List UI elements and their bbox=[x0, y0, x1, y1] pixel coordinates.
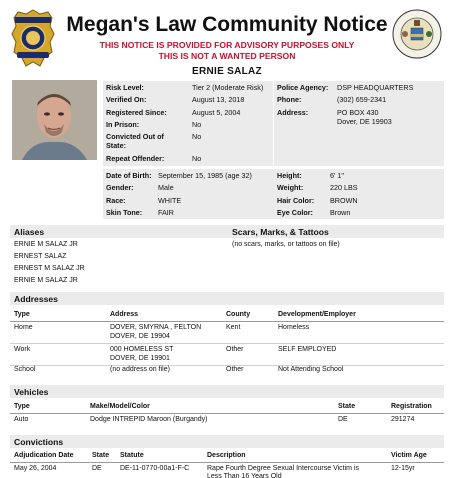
addresses-heading-bar bbox=[10, 292, 444, 305]
vehicles-col-type: Type bbox=[14, 403, 30, 410]
convicted-out-of-state-label-line2: State: bbox=[106, 141, 126, 150]
address-row-line2: DOVER, DE 19901 bbox=[110, 355, 170, 362]
addresses-col-county: County bbox=[226, 311, 251, 318]
in-prison-value: No bbox=[192, 120, 202, 129]
race-value: WHITE bbox=[158, 196, 182, 205]
repeat-offender-label: Repeat Offender: bbox=[106, 154, 165, 163]
alias-item: ERNEST M SALAZ JR bbox=[14, 265, 85, 272]
verified-on-label: Verified On: bbox=[106, 95, 147, 104]
skin-tone-value: FAIR bbox=[158, 208, 174, 217]
phone-label: Phone: bbox=[277, 95, 302, 104]
alias-item: ERNIE M SALAZ JR bbox=[14, 241, 78, 248]
conviction-row-state: DE bbox=[92, 465, 102, 472]
risk-level-label: Risk Level: bbox=[106, 83, 144, 92]
address-row-employer: Homeless bbox=[278, 324, 310, 331]
weight-label: Weight: bbox=[277, 183, 304, 192]
convictions-heading-bar bbox=[10, 435, 444, 448]
offender-photo bbox=[12, 80, 97, 160]
dob-label: Date of Birth: bbox=[106, 171, 152, 180]
phone-value: (302) 659-2341 bbox=[337, 95, 387, 104]
hair-color-label: Hair Color: bbox=[277, 196, 315, 205]
address-row-line1: 000 HOMELESS ST bbox=[110, 346, 174, 353]
address-row-county: Other bbox=[226, 366, 244, 373]
address-row-county: Other bbox=[226, 346, 244, 353]
conviction-row-description-line2: Less Than 16 Years Old bbox=[207, 473, 282, 478]
aliases-heading-bar bbox=[10, 225, 444, 238]
address-row-line1: DOVER, SMYRNA , FELTON bbox=[110, 324, 202, 331]
vehicles-col-registration: Registration bbox=[391, 403, 432, 410]
risk-level-value: Tier 2 (Moderate Risk) bbox=[192, 83, 264, 92]
not-wanted-warning: THIS IS NOT A WANTED PERSON bbox=[158, 51, 296, 61]
vehicle-row-make: Dodge INTREPID Maroon (Burgandy) bbox=[90, 416, 208, 423]
vehicles-col-state: State bbox=[338, 403, 356, 410]
vehicle-row-state: DE bbox=[338, 416, 348, 423]
gender-value: Male bbox=[158, 183, 174, 192]
vehicle-row-registration: 291274 bbox=[391, 416, 415, 423]
addresses-col-type: Type bbox=[14, 311, 30, 318]
height-label: Height: bbox=[277, 171, 302, 180]
registered-since-value: August 5, 2004 bbox=[192, 108, 241, 117]
police-agency-value: DSP HEADQUARTERS bbox=[337, 83, 414, 92]
addresses-col-employer: Development/Employer bbox=[278, 311, 356, 318]
advisory-warning: THIS NOTICE IS PROVIDED FOR ADVISORY PURPOSES ONLY bbox=[99, 40, 355, 50]
conviction-row-statute: DE-11-0770-00a1-F-C bbox=[120, 465, 190, 472]
vehicles-header-divider bbox=[10, 413, 444, 414]
verified-on-value: August 13, 2018 bbox=[192, 95, 245, 104]
alias-item: ERNEST SALAZ bbox=[14, 253, 67, 260]
convictions-heading: Convictions bbox=[14, 437, 64, 447]
convictions-col-state: State bbox=[92, 452, 110, 459]
address-row-line2: DOVER, DE 19904 bbox=[110, 333, 170, 340]
addresses-header-divider bbox=[10, 321, 444, 322]
eye-color-value: Brown bbox=[330, 208, 351, 217]
height-value: 6' 1" bbox=[330, 171, 344, 180]
table-row-divider bbox=[10, 343, 444, 344]
scars-heading: Scars, Marks, & Tattoos bbox=[232, 227, 329, 237]
repeat-offender-value: No bbox=[192, 154, 202, 163]
address-row-type: Home bbox=[14, 324, 33, 331]
physical-description-panel bbox=[103, 169, 444, 219]
hair-color-value: BROWN bbox=[330, 196, 358, 205]
convictions-col-victim-age: Victim Age bbox=[391, 452, 427, 459]
scars-text: (no scars, marks, or tattoos on file) bbox=[232, 241, 340, 248]
convictions-col-statute: Statute bbox=[120, 452, 144, 459]
alias-item: ERNIE M SALAZ JR bbox=[14, 277, 78, 284]
vehicles-heading-bar bbox=[10, 385, 444, 398]
vehicle-row-type: Auto bbox=[14, 416, 29, 423]
address-row-type: School bbox=[14, 366, 36, 373]
address-row-line1: (no address on file) bbox=[110, 366, 170, 373]
gender-label: Gender: bbox=[106, 183, 134, 192]
page-title: Megan's Law Community Notice bbox=[66, 13, 388, 36]
address-line1: PO BOX 430 bbox=[337, 108, 379, 117]
race-label: Race: bbox=[106, 196, 126, 205]
addresses-heading: Addresses bbox=[14, 294, 58, 304]
conviction-row-victim-age: 12-15yr bbox=[391, 465, 415, 472]
conviction-row-date: May 26, 2004 bbox=[14, 465, 57, 472]
address-line2: Dover, DE 19903 bbox=[337, 117, 392, 126]
skin-tone-label: Skin Tone: bbox=[106, 208, 143, 217]
in-prison-label: In Prison: bbox=[106, 120, 140, 129]
convicted-out-of-state-value: No bbox=[192, 132, 202, 141]
addresses-col-address: Address bbox=[110, 311, 139, 318]
aliases-heading: Aliases bbox=[14, 227, 45, 237]
eye-color-label: Eye Color: bbox=[277, 208, 313, 217]
convicted-out-of-state-label: Convicted Out of bbox=[106, 132, 164, 141]
registered-since-label: Registered Since: bbox=[106, 108, 167, 117]
vehicles-heading: Vehicles bbox=[14, 387, 49, 397]
convictions-header-divider bbox=[10, 462, 444, 463]
convictions-col-date: Adjudication Date bbox=[14, 452, 74, 459]
address-row-employer: SELF EMPLOYED bbox=[278, 346, 337, 353]
convictions-col-description: Description bbox=[207, 452, 246, 459]
dob-value: September 15, 1985 (age 32) bbox=[158, 171, 252, 180]
police-agency-label: Police Agency: bbox=[277, 83, 329, 92]
weight-value: 220 LBS bbox=[330, 183, 358, 192]
vehicles-col-make: Make/Model/Color bbox=[90, 403, 150, 410]
person-name: ERNIE SALAZ bbox=[192, 66, 262, 77]
address-label: Address: bbox=[277, 108, 309, 117]
address-row-employer: Not Attending School bbox=[278, 366, 344, 373]
conviction-row-description: Rape Fourth Degree Sexual Intercourse Victim is bbox=[207, 465, 359, 472]
address-row-type: Work bbox=[14, 346, 31, 353]
address-row-county: Kent bbox=[226, 324, 241, 331]
